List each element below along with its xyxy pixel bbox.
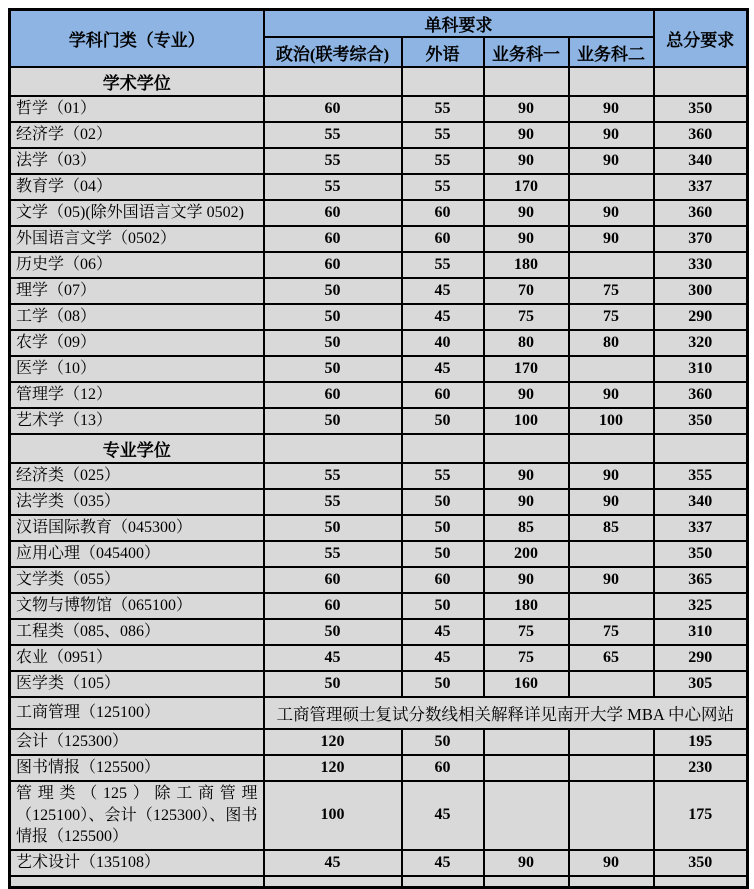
row-label: 教育学（04） [10,174,264,200]
empty-cell [264,67,402,96]
row-label: 管理学（12） [10,382,264,408]
politics-score-cell: 120 [264,729,402,755]
politics-score-cell: 50 [264,671,402,697]
foreign-language-score-cell: 45 [402,850,484,876]
table-row [10,200,748,226]
politics-score-cell: 120 [264,755,402,781]
empty-cell [402,434,484,463]
table-row [10,567,748,593]
subject-two-score-cell: 100 [569,408,654,434]
total-score-cell: 290 [654,304,748,330]
table-row [10,278,748,304]
subject-two-score-cell [569,755,654,781]
table-row [10,645,748,671]
table-row [10,876,748,888]
table-row [10,356,748,382]
total-score-cell: 230 [654,755,748,781]
foreign-language-score-cell: 40 [402,330,484,356]
politics-score-cell: 60 [264,252,402,278]
table-row [10,304,748,330]
foreign-language-score-cell: 60 [402,200,484,226]
foreign-language-score-cell: 55 [402,122,484,148]
row-label: 法学类（035） [10,489,264,515]
foreign-language-score-cell: 45 [402,645,484,671]
subject-one-score-cell: 90 [484,226,569,252]
subject-two-score-cell: 65 [569,645,654,671]
row-label: 外国语言文学（0502） [10,226,264,252]
foreign-language-score-cell: 60 [402,382,484,408]
row-label: 农学（09） [10,330,264,356]
subject-two-score-cell: 90 [569,567,654,593]
subject-one-score-cell: 100 [484,408,569,434]
column-header-category: 学科门类（专业） [10,10,264,68]
table-row [10,781,748,850]
politics-score-cell: 50 [264,304,402,330]
foreign-language-score-cell: 60 [402,755,484,781]
subject-one-score-cell: 180 [484,252,569,278]
subject-one-score-cell: 200 [484,541,569,567]
table-row [10,729,748,755]
table-header [10,10,748,68]
row-label: 哲学（01） [10,96,264,122]
total-score-cell: 300 [654,278,748,304]
table-row [10,515,748,541]
row-label: 会计（125300） [10,729,264,755]
table-row [10,671,748,697]
table-row [10,330,748,356]
table-row [10,593,748,619]
total-score-cell: 355 [654,463,748,489]
column-header-subject-one: 业务科一 [484,37,569,67]
politics-score-cell: 55 [264,463,402,489]
row-label: 农业（0951） [10,645,264,671]
politics-score-cell: 55 [264,148,402,174]
subject-one-score-cell: 75 [484,619,569,645]
politics-score-cell: 60 [264,567,402,593]
table-row [10,96,748,122]
empty-cell [569,67,654,96]
row-label: 医学（10） [10,356,264,382]
total-score-cell: 340 [654,148,748,174]
subject-one-score-cell: 90 [484,200,569,226]
subject-one-score-cell [484,729,569,755]
subject-one-score-cell: 75 [484,304,569,330]
foreign-language-score-cell: 50 [402,515,484,541]
subject-two-score-cell: 90 [569,148,654,174]
politics-score-cell: 60 [264,593,402,619]
table-row [10,382,748,408]
table-row [10,148,748,174]
column-header-foreign-language: 外语 [402,37,484,67]
total-score-cell: 340 [654,489,748,515]
total-score-cell: 320 [654,330,748,356]
section-label: 专业学位 [10,434,264,463]
row-label: 文物与博物馆（065100） [10,593,264,619]
subject-two-score-cell: 90 [569,96,654,122]
politics-score-cell: 55 [264,541,402,567]
politics-score-cell: 55 [264,174,402,200]
column-header-politics: 政治(联考综合) [264,37,402,67]
politics-score-cell: 50 [264,408,402,434]
row-label: 应用心理（045400） [10,541,264,567]
subject-two-score-cell: 85 [569,515,654,541]
total-score-cell: 350 [654,408,748,434]
table-row [10,252,748,278]
empty-cell [402,67,484,96]
empty-cell [264,876,402,888]
subject-two-score-cell: 90 [569,382,654,408]
table-row [10,619,748,645]
foreign-language-score-cell: 55 [402,174,484,200]
empty-cell [10,876,264,888]
row-label: 艺术设计（135108） [10,850,264,876]
subject-two-score-cell: 90 [569,226,654,252]
total-score-cell: 195 [654,729,748,755]
column-header-single-subject-group: 单科要求 [264,10,654,38]
subject-two-score-cell: 75 [569,619,654,645]
table-row [10,408,748,434]
subject-one-score-cell: 90 [484,122,569,148]
foreign-language-score-cell: 60 [402,567,484,593]
total-score-cell: 350 [654,541,748,567]
subject-two-score-cell [569,729,654,755]
section-row [10,67,748,96]
foreign-language-score-cell: 55 [402,252,484,278]
politics-score-cell: 55 [264,122,402,148]
politics-score-cell: 50 [264,356,402,382]
note-cell: 工商管理硕士复试分数线相关解释详见南开大学 MBA 中心网站 [264,697,748,729]
subject-two-score-cell: 90 [569,463,654,489]
row-label: 文学类（055） [10,567,264,593]
foreign-language-score-cell: 45 [402,781,484,850]
empty-cell [654,434,748,463]
subject-two-score-cell: 90 [569,850,654,876]
subject-two-score-cell [569,541,654,567]
row-label: 经济类（025） [10,463,264,489]
subject-two-score-cell [569,252,654,278]
table-row [10,463,748,489]
subject-two-score-cell [569,671,654,697]
empty-cell [569,434,654,463]
subject-one-score-cell: 80 [484,330,569,356]
total-score-cell: 360 [654,382,748,408]
foreign-language-score-cell: 55 [402,96,484,122]
total-score-cell: 175 [654,781,748,850]
total-score-cell: 330 [654,252,748,278]
foreign-language-score-cell: 50 [402,489,484,515]
row-label: 管理类（125）除工商管理（125100）、会计（125300）、图书情报（125500） [10,781,264,850]
total-score-cell: 305 [654,671,748,697]
politics-score-cell: 50 [264,278,402,304]
row-label: 汉语国际教育（045300） [10,515,264,541]
total-score-cell: 337 [654,174,748,200]
header-row-1 [10,10,748,38]
total-score-cell: 337 [654,515,748,541]
subject-one-score-cell: 90 [484,148,569,174]
subject-one-score-cell: 170 [484,356,569,382]
foreign-language-score-cell: 55 [402,463,484,489]
subject-two-score-cell: 90 [569,122,654,148]
empty-cell [654,876,748,888]
politics-score-cell: 60 [264,96,402,122]
subject-two-score-cell [569,174,654,200]
row-label: 理学（07） [10,278,264,304]
total-score-cell: 310 [654,619,748,645]
subject-one-score-cell: 90 [484,489,569,515]
column-header-subject-two: 业务科二 [569,37,654,67]
total-score-cell: 350 [654,850,748,876]
foreign-language-score-cell: 45 [402,278,484,304]
subject-one-score-cell: 90 [484,463,569,489]
subject-two-score-cell [569,781,654,850]
politics-score-cell: 60 [264,200,402,226]
subject-one-score-cell: 85 [484,515,569,541]
table-row [10,174,748,200]
foreign-language-score-cell: 45 [402,356,484,382]
foreign-language-score-cell: 45 [402,619,484,645]
table-row [10,541,748,567]
total-score-cell: 370 [654,226,748,252]
row-label: 文学（05)(除外国语言文学 0502) [10,200,264,226]
row-label: 工商管理（125100） [10,697,264,729]
empty-cell [402,876,484,888]
politics-score-cell: 45 [264,850,402,876]
empty-cell [484,67,569,96]
foreign-language-score-cell: 45 [402,304,484,330]
section-label: 学术学位 [10,67,264,96]
empty-cell [654,67,748,96]
politics-score-cell: 60 [264,226,402,252]
subject-two-score-cell [569,356,654,382]
column-header-total-score: 总分要求 [654,10,748,68]
subject-one-score-cell: 90 [484,382,569,408]
subject-two-score-cell: 90 [569,200,654,226]
subject-one-score-cell [484,781,569,850]
foreign-language-score-cell: 50 [402,671,484,697]
row-label: 艺术学（13） [10,408,264,434]
total-score-cell: 350 [654,96,748,122]
table-row [10,226,748,252]
empty-cell [484,434,569,463]
table-body [10,67,748,888]
total-score-cell: 290 [654,645,748,671]
subject-two-score-cell: 80 [569,330,654,356]
subject-one-score-cell: 90 [484,567,569,593]
row-label: 工程类（085、086） [10,619,264,645]
politics-score-cell: 45 [264,645,402,671]
section-row [10,434,748,463]
politics-score-cell: 50 [264,515,402,541]
subject-two-score-cell [569,593,654,619]
row-label: 图书情报（125500） [10,755,264,781]
table-row [10,850,748,876]
total-score-cell: 365 [654,567,748,593]
total-score-cell: 360 [654,200,748,226]
row-label: 工学（08） [10,304,264,330]
subject-one-score-cell: 170 [484,174,569,200]
row-label: 经济学（02） [10,122,264,148]
subject-one-score-cell: 160 [484,671,569,697]
subject-one-score-cell: 90 [484,96,569,122]
politics-score-cell: 60 [264,382,402,408]
subject-one-score-cell: 180 [484,593,569,619]
foreign-language-score-cell: 60 [402,226,484,252]
politics-score-cell: 50 [264,619,402,645]
politics-score-cell: 50 [264,330,402,356]
table-row [10,697,748,729]
total-score-cell: 360 [654,122,748,148]
foreign-language-score-cell: 55 [402,148,484,174]
subject-two-score-cell: 90 [569,489,654,515]
subject-one-score-cell: 75 [484,645,569,671]
subject-two-score-cell: 75 [569,278,654,304]
empty-cell [264,434,402,463]
row-label: 法学（03） [10,148,264,174]
foreign-language-score-cell: 50 [402,541,484,567]
score-requirements-table [8,8,749,889]
foreign-language-score-cell: 50 [402,408,484,434]
politics-score-cell: 100 [264,781,402,850]
subject-one-score-cell [484,755,569,781]
foreign-language-score-cell: 50 [402,729,484,755]
empty-cell [569,876,654,888]
total-score-cell: 310 [654,356,748,382]
subject-one-score-cell: 90 [484,850,569,876]
table-row [10,755,748,781]
table-row [10,122,748,148]
table-row [10,489,748,515]
total-score-cell: 325 [654,593,748,619]
empty-cell [484,876,569,888]
subject-two-score-cell: 75 [569,304,654,330]
row-label: 医学类（105） [10,671,264,697]
foreign-language-score-cell: 50 [402,593,484,619]
subject-one-score-cell: 70 [484,278,569,304]
row-label: 历史学（06） [10,252,264,278]
politics-score-cell: 55 [264,489,402,515]
